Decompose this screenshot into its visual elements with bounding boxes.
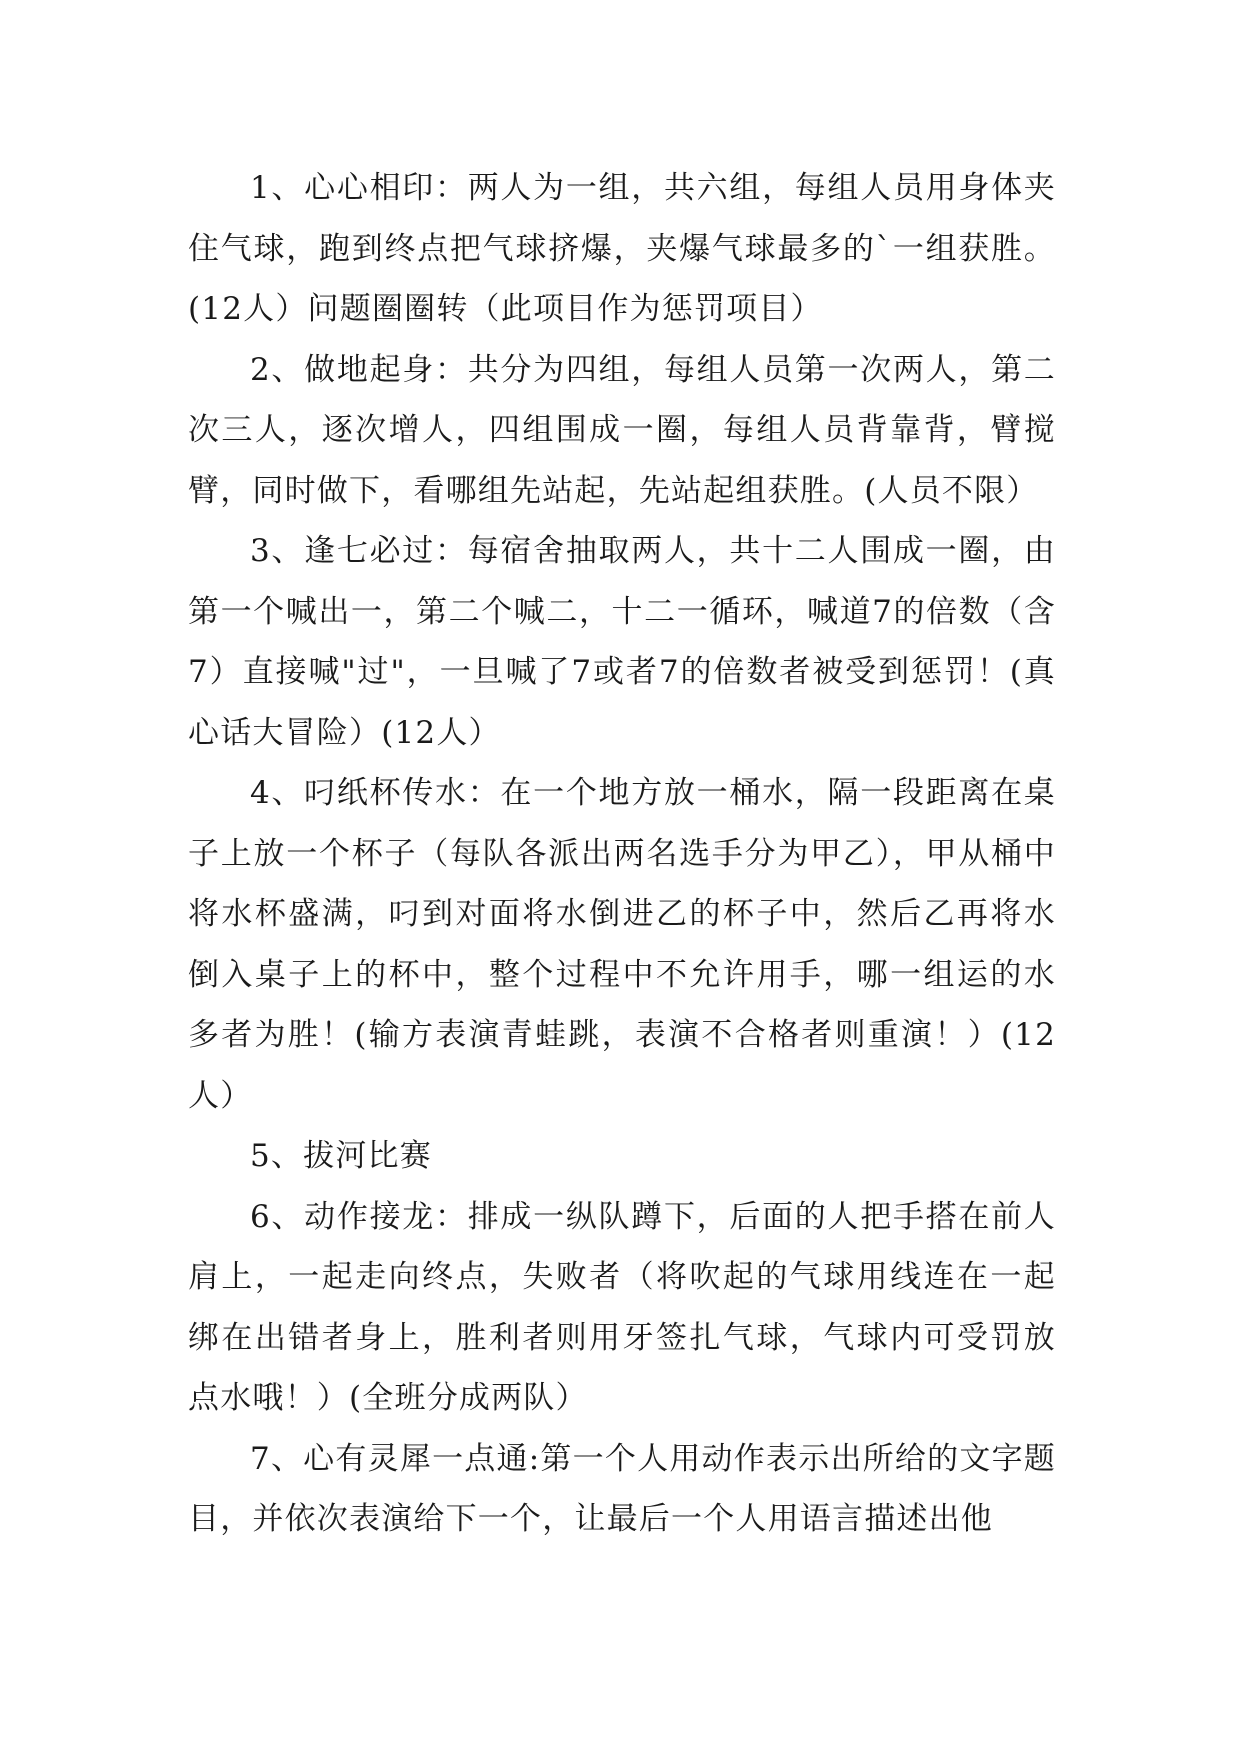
paragraph-game-3: 3、逢七必过：每宿舍抽取两人，共十二人围成一圈，由第一个喊出一，第二个喊二，十二一循环，喊道7的倍数（含7）直接喊"过"，一旦喊了7或者7的倍数者被受到惩罚！(真心话大冒险）(12人） bbox=[188, 533, 1056, 751]
paragraph-game-5: 5、拔河比赛 bbox=[250, 1138, 432, 1174]
paragraph-game-7: 7、心有灵犀一点通:第一个人用动作表示出所给的文字题目，并依次表演给下一个，让最后一个人用语言描述出他 bbox=[188, 1440, 1056, 1537]
document-body bbox=[188, 158, 1056, 1550]
paragraph-game-6: 6、动作接龙：排成一纵队蹲下，后面的人把手搭在前人肩上，一起走向终点，失败者（将吹起的气球用线连在一起绑在出错者身上，胜利者则用牙签扎气球，气球内可受罚放点水哦！）(全班分成两队） bbox=[188, 1198, 1056, 1416]
paragraph-game-1: 1、心心相印：两人为一组，共六组，每组人员用身体夹住气球，跑到终点把气球挤爆，夹爆气球最多的`一组获胜。(12人）问题圈圈转（此项目作为惩罚项目） bbox=[188, 170, 1056, 327]
paragraph-game-2: 2、做地起身：共分为四组，每组人员第一次两人，第二次三人，逐次增人，四组围成一圈，每组人员背靠背，臂搅臂，同时做下，看哪组先站起，先站起组获胜。(人员不限） bbox=[188, 351, 1056, 509]
paragraph-game-4: 4、叼纸杯传水：在一个地方放一桶水，隔一段距离在桌子上放一个杯子（每队各派出两名选手分为甲乙），甲从桶中将水杯盛满，叼到对面将水倒进乙的杯子中，然后乙再将水倒入桌子上的杯中，整个过程中不允许用手，哪一组运的水多者为胜！(输方表演青蛙跳，表演不合格者则重演！）(12人） bbox=[188, 775, 1056, 1114]
